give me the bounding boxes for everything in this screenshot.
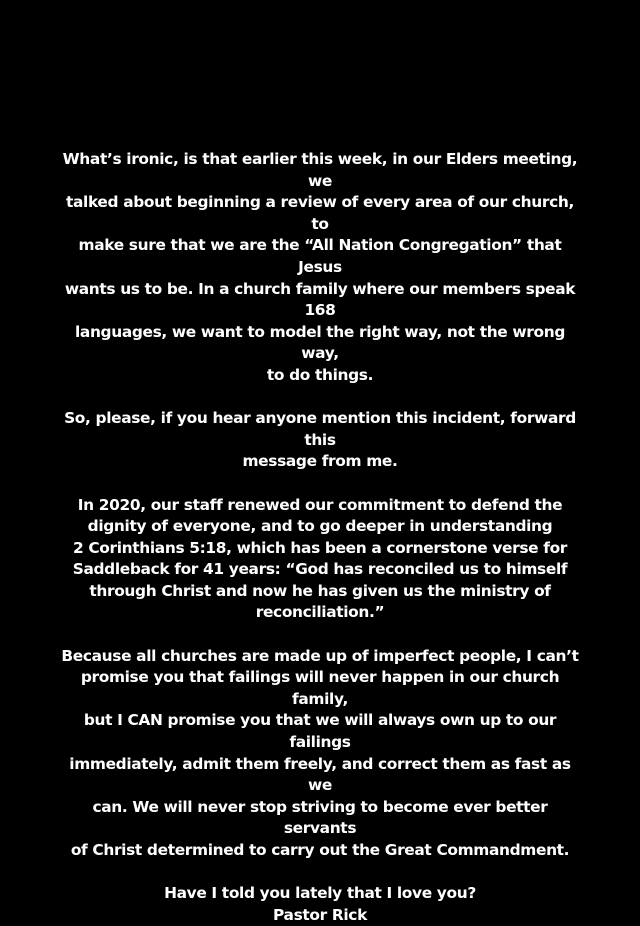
paragraph-forward-message: So, please, if you hear anyone mention this incident, forward this message from me. [64,409,576,471]
paragraph-imperfect-people: Because all churches are made up of imperfect people, I can’t promise you that failings will never happen in our church family, but I CAN promise you that we will always own up to our failings immediately, admit them freely, and correct them as fast as we can. We will never stop striving to become ever better servants of Christ determined to carry out the Great Commandment. [61,646,579,859]
signature: Pastor Rick [273,905,367,924]
paragraph-2020-commitment: In 2020, our staff renewed our commitment to defend the dignity of everyone, and to go deeper in understanding 2 Corinthians 5:18, which has been a cornerstone verse for Saddleback for 41 years: “God has reconciled us to himself through Christ and now he has given us the ministry of reconciliation.” [72,495,568,622]
closing-question: Have I told you lately that I love you? [164,884,476,903]
signoff [56,883,584,926]
letter-body [56,149,584,926]
paragraph-elders-meeting: What’s ironic, is that earlier this week, in our Elders meeting, we talked about beginning a review of every area of our church, to make sure that we are the “All Nation Congregation” that Jesus wants us to be. In a church family where our members speak 168 languages, we want to model the right way, not the wrong way, to do things. [62,150,578,384]
